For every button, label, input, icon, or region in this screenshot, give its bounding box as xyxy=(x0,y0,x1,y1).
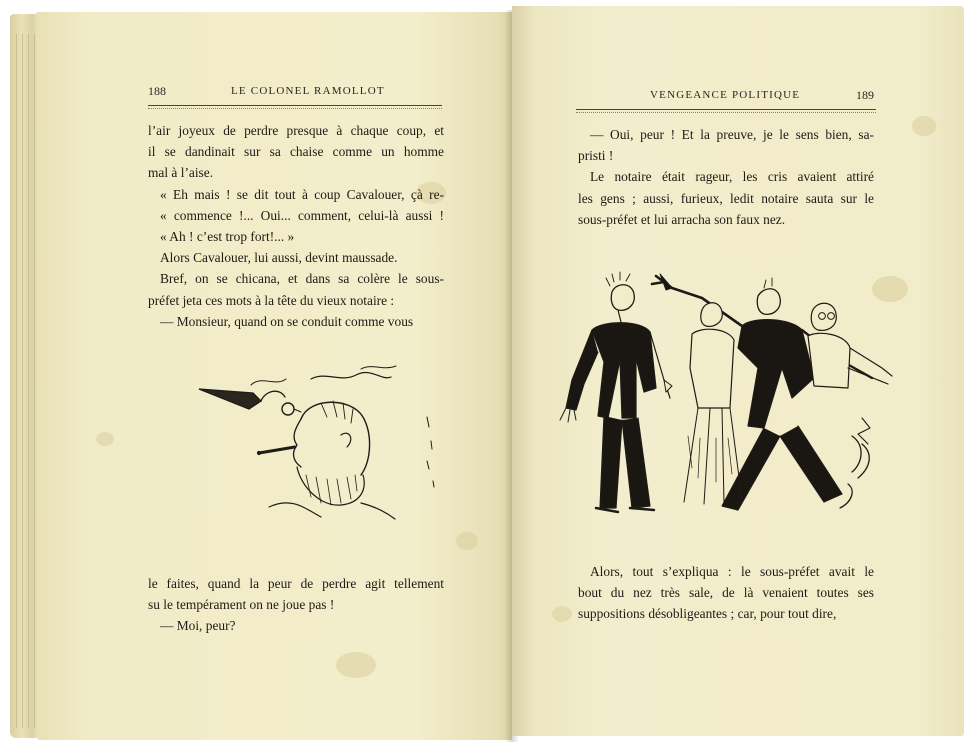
text-line: préfet jeta ces mots à la tête du vieux notaire : xyxy=(148,292,395,308)
text-line: le faites, quand la peur de perdre agit tellement xyxy=(148,576,444,591)
text-line: Le notaire était rageur, les cris avaient attiré xyxy=(590,169,874,185)
text-line: — Oui, peur ! Et la preuve, je le sens bien, sa- xyxy=(590,127,874,142)
illustration-head-with-cigar xyxy=(191,357,446,522)
text-line: Bref, on se chicana, et dans sa colère le sous- xyxy=(160,271,444,287)
text-line: — Monsieur, quand on se conduit comme vous xyxy=(160,313,414,329)
text-line: Alors, tout s’expliqua : le sous-préfet avait le xyxy=(590,564,874,579)
right-bottom-text xyxy=(578,561,874,625)
right-top-text xyxy=(578,124,874,230)
left-running-head: LE COLONEL RAMOLLOT xyxy=(231,85,385,97)
text-line: sous-préfet et lui arracha son faux nez. xyxy=(578,211,786,227)
text-line: suppositions désobligeantes ; car, pour tout dire, xyxy=(578,606,837,622)
text-line: pristi ! xyxy=(578,148,614,164)
left-top-text xyxy=(148,120,444,332)
right-page xyxy=(512,6,964,736)
left-header-rule xyxy=(148,105,442,109)
text-line: mal à l’aise. xyxy=(148,165,214,181)
text-line: « commence !... Oui... comment, celui-là aussi ! xyxy=(160,207,444,223)
illustration-scuffle-scene xyxy=(552,268,902,533)
right-page-number: 189 xyxy=(856,88,874,102)
text-line: bout du nez très sale, de là venaient toutes ses xyxy=(578,585,874,601)
left-page xyxy=(36,12,512,740)
text-line: — Moi, peur? xyxy=(160,618,236,634)
left-page-number: 188 xyxy=(148,84,166,98)
text-line: su le tempérament on ne joue pas ! xyxy=(148,597,335,613)
text-line: les gens ; aussi, furieux, ledit notaire sauta sur le xyxy=(578,190,874,206)
text-line: l’air joyeux de perdre presque à chaque coup, et xyxy=(148,123,444,138)
text-line: « Ah ! c’est trop fort!... » xyxy=(160,229,295,245)
text-line: Alors Cavalouer, lui aussi, devint maussade. xyxy=(160,250,398,266)
right-running-head: VENGEANCE POLITIQUE xyxy=(650,89,801,101)
text-line: « Eh mais ! se dit tout à coup Cavalouer, çà re- xyxy=(160,186,444,202)
left-bottom-text xyxy=(148,573,444,637)
right-header-rule xyxy=(576,109,876,113)
text-line: il se dandinait sur sa chaise comme un homme xyxy=(148,144,444,160)
